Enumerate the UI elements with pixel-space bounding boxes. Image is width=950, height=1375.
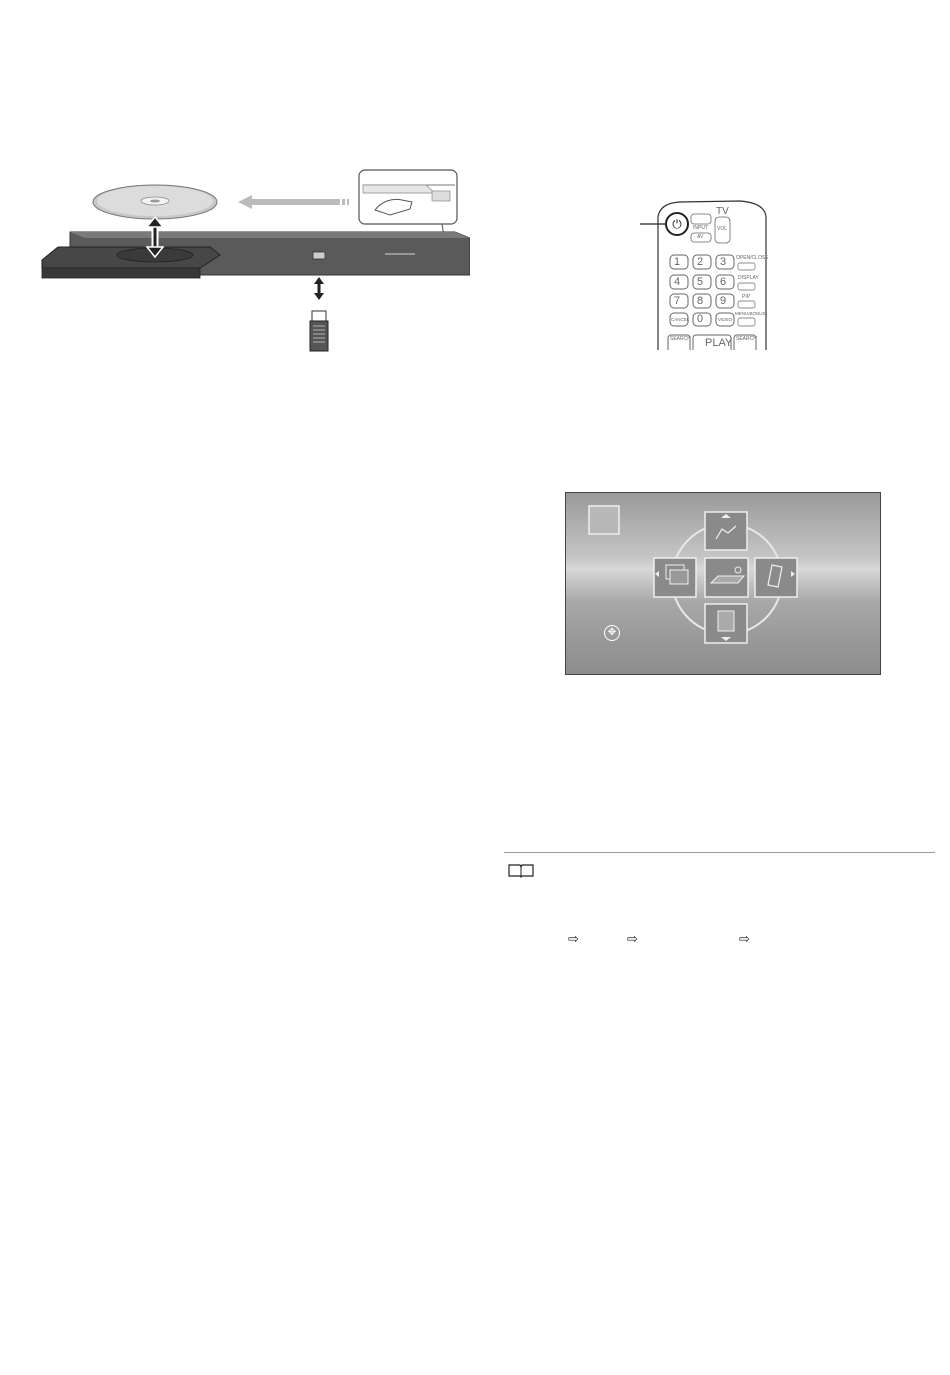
remote-illustration [640, 195, 780, 355]
arrow-1: ⇨ [568, 932, 579, 947]
remote-key-7[interactable]: 7 [674, 295, 681, 307]
remote-key-5[interactable]: 5 [697, 276, 704, 288]
remote-menu-bonus-label: MENU/BONUS [735, 311, 766, 316]
remote-cancel-label[interactable]: CANCEL [671, 317, 690, 322]
disc-tray [42, 247, 220, 278]
usb-updown-arrow [314, 277, 324, 300]
remote-key-8[interactable]: 8 [697, 295, 704, 307]
remote-display-label: DISPLAY [738, 275, 759, 281]
remote-play-label[interactable]: PLAY [705, 337, 733, 349]
remote-vol-label: VOL [717, 226, 728, 232]
book-icon [507, 862, 535, 878]
remote-key-3[interactable]: 3 [720, 256, 727, 268]
remote-input-label: INPUT [693, 225, 708, 231]
player-illustration [30, 165, 470, 355]
arrow-3: ⇨ [739, 932, 750, 947]
remote-key-1[interactable]: 1 [674, 256, 681, 268]
remote-open-close-label: OPEN/CLOSE [736, 255, 769, 261]
remote-tv-label: TV [716, 206, 729, 217]
remote-pip-label: PIP [742, 294, 751, 300]
inset-callout [359, 170, 457, 237]
insert-arrow [238, 195, 349, 209]
home-menu-screen [565, 492, 881, 675]
remote-key-9[interactable]: 9 [720, 295, 727, 307]
dpad-icon: ✥ [604, 625, 620, 641]
remote-search-left-label[interactable]: SEARCH [670, 336, 691, 342]
remote-key-6[interactable]: 6 [720, 276, 727, 288]
disc-graphic [93, 185, 217, 219]
power-icon[interactable]: ⏻ [672, 217, 682, 231]
section-divider [504, 852, 935, 853]
arrow-2: ⇨ [627, 932, 638, 947]
remote-key-0[interactable]: 0 [697, 313, 704, 325]
remote-key-2[interactable]: 2 [697, 256, 704, 268]
remote-av-label: AV [697, 234, 704, 240]
usb-stick [310, 311, 328, 351]
remote-search-right-label[interactable]: SEARCH [736, 336, 757, 342]
remote-video-label[interactable]: VIDEO [718, 317, 733, 322]
remote-key-4[interactable]: 4 [674, 276, 681, 288]
